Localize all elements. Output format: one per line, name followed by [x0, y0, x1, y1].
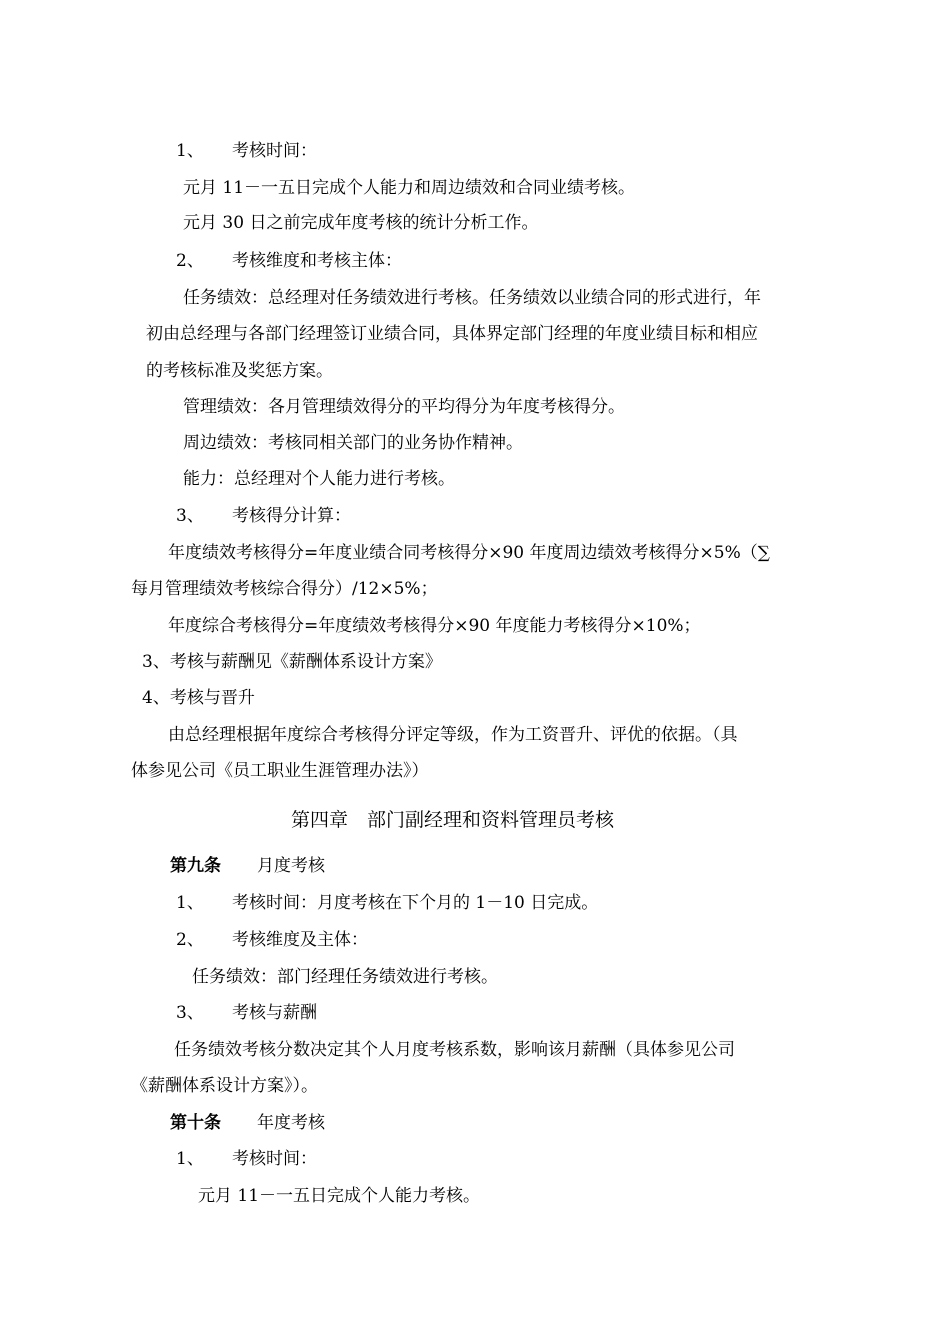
article-heading: [170, 1112, 325, 1134]
formula-line: 年度综合考核得分=年度绩效考核得分×90 年度能力考核得分×10%；: [168, 616, 701, 636]
paragraph-line: 周边绩效：考核同相关部门的业务协作精神。: [183, 433, 523, 453]
paragraph-line: 任务绩效：部门经理任务绩效进行考核。: [192, 967, 498, 987]
paragraph-line: 能力：总经理对个人能力进行考核。: [183, 469, 455, 489]
list-number: 2、: [176, 930, 204, 950]
paragraph-line: 的考核标准及奖惩方案。: [146, 361, 333, 381]
list-item: [176, 1148, 317, 1170]
list-item: [176, 1002, 317, 1024]
list-number: 2、: [176, 251, 204, 271]
list-number: 3、: [176, 1003, 204, 1023]
paragraph-line: 由总经理根据年度综合考核得分评定等级，作为工资晋升、评优的依据。（具: [168, 725, 738, 745]
article-heading: [170, 855, 325, 877]
list-item: [176, 140, 317, 162]
list-item: [176, 250, 402, 272]
article-title: 月度考核: [257, 856, 325, 876]
chapter-heading: 第四章 部门副经理和资料管理员考核: [291, 809, 615, 831]
list-item: [176, 892, 598, 914]
paragraph-line: 元月 11－一五日完成个人能力考核。: [198, 1186, 481, 1206]
list-text: 考核时间：: [232, 1149, 317, 1169]
list-text: 考核维度及主体：: [232, 930, 368, 950]
list-text: 考核时间：月度考核在下个月的 1－10 日完成。: [232, 893, 599, 913]
list-number: 3、: [176, 506, 204, 526]
list-text: 考核时间：: [232, 141, 317, 161]
paragraph-line: 初由总经理与各部门经理签订业绩合同，具体界定部门经理的年度业绩目标和相应: [146, 324, 758, 344]
list-text: 考核维度和考核主体：: [232, 251, 402, 271]
formula-line: 年度绩效考核得分=年度业绩合同考核得分×90 年度周边绩效考核得分×5%（∑: [168, 543, 770, 563]
list-text: 考核与薪酬: [232, 1003, 317, 1023]
paragraph-line: 管理绩效：各月管理绩效得分的平均得分为年度考核得分。: [183, 397, 625, 417]
paragraph-line: 《薪酬体系设计方案》）。: [131, 1076, 318, 1096]
list-number: 1、: [176, 893, 204, 913]
list-item: [176, 505, 351, 527]
paragraph-line: 元月 11－一五日完成个人能力和周边绩效和合同业绩考核。: [183, 178, 636, 198]
article-label: 第十条: [170, 1113, 221, 1133]
list-text: 考核得分计算：: [232, 506, 351, 526]
list-number: 1、: [176, 141, 204, 161]
paragraph-line: 3、考核与薪酬见《薪酬体系设计方案》: [142, 652, 442, 672]
paragraph-line: 体参见公司《员工职业生涯管理办法》）: [131, 761, 429, 781]
paragraph-line: 4、考核与晋升: [142, 688, 255, 708]
list-item: [176, 929, 368, 951]
paragraph-line: 任务绩效考核分数决定其个人月度考核系数，影响该月薪酬（具体参见公司: [174, 1040, 735, 1060]
list-number: 1、: [176, 1149, 204, 1169]
formula-line: 每月管理绩效考核综合得分）/12×5%；: [131, 579, 438, 599]
article-label: 第九条: [170, 856, 221, 876]
paragraph-line: 元月 30 日之前完成年度考核的统计分析工作。: [183, 213, 539, 233]
article-title: 年度考核: [257, 1113, 325, 1133]
paragraph-line: 任务绩效：总经理对任务绩效进行考核。任务绩效以业绩合同的形式进行，年: [183, 288, 761, 308]
